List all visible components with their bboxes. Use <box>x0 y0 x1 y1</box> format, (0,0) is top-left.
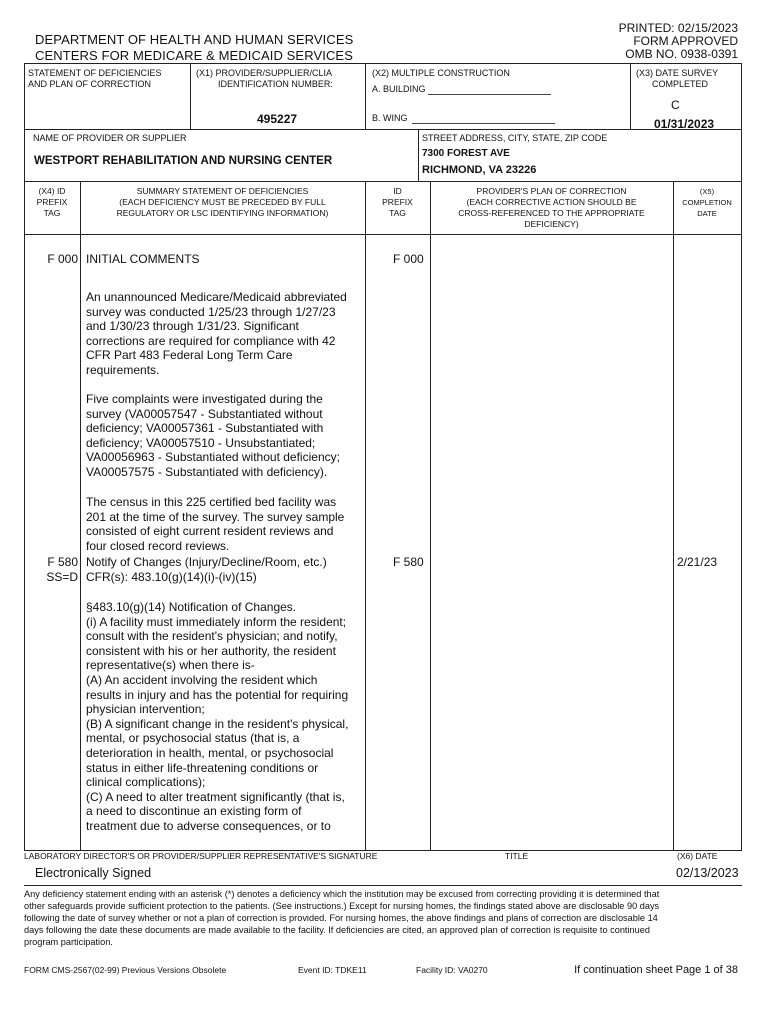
city-state-zip: RICHMOND, VA 23226 <box>422 164 537 176</box>
f580-id-tag: F 580 <box>393 555 424 569</box>
plan-header-line: (EACH CORRECTIVE ACTION SHOULD BE <box>466 197 637 207</box>
plan-header-line: PROVIDER'S PLAN OF CORRECTION <box>476 186 627 196</box>
page-number: If continuation sheet Page 1 of 38 <box>574 964 738 976</box>
x4-header-line: (X4) ID <box>38 186 66 196</box>
form-approved: FORM APPROVED <box>633 34 738 48</box>
statement-label-1: STATEMENT OF DEFICIENCIES <box>28 68 162 78</box>
department-title: DEPARTMENT OF HEALTH AND HUMAN SERVICES <box>35 32 354 47</box>
disclaimer: Any deficiency statement ending with an asterisk (*) denotes a deficiency which the institution may be excused from correcting providing it is determined that other safeguards provide sufficient protection to the patients. (See instructions.) Except for nursing homes, the findings stated above are disclosable 90 days following the date of survey whether or not a plan of correction is provided. For nursing homes, the above findings and plans of correction are disclosable 14 days following the date these documents are made available to the facility. If deficiencies are cited, an approved plan of correction is requisite to continued program participation. <box>24 889 660 947</box>
title-label: TITLE <box>505 851 529 861</box>
f000-title: INITIAL COMMENTS <box>86 252 200 266</box>
census-paragraph: The census in this 225 certified bed facility was 201 at the time of the survey. The survey sample consisted of eight current resident reviews and four closed record reviews. <box>86 495 345 553</box>
summary-header-line: (EACH DEFICIENCY MUST BE PRECEDED BY FULL <box>119 197 326 207</box>
x2-label: (X2) MULTIPLE CONSTRUCTION <box>372 68 510 78</box>
provider-name: WESTPORT REHABILITATION AND NURSING CENTER <box>34 155 333 167</box>
x1-label-2: IDENTIFICATION NUMBER: <box>218 79 333 89</box>
f580-severity: SS=D <box>46 570 78 584</box>
f580-prefix-tag: F 580 <box>47 555 78 569</box>
plan-header <box>430 186 673 230</box>
x1-label-1: (X1) PROVIDER/SUPPLIER/CLIA <box>196 68 333 78</box>
centers-title: CENTERS FOR MEDICARE & MEDICAID SERVICES <box>35 48 353 63</box>
provider-name-label: NAME OF PROVIDER OR SUPPLIER <box>33 133 187 143</box>
plan-header-line: CROSS-REFERENCED TO THE APPROPRIATE <box>458 208 645 218</box>
event-id: Event ID: TDKE11 <box>298 965 367 975</box>
signature-date: 02/13/2023 <box>676 866 739 880</box>
x4-header <box>24 186 80 219</box>
x5-header-line: COMPLETION <box>682 198 732 207</box>
id-header-line: PREFIX <box>382 197 413 207</box>
provider-number: 495227 <box>257 112 298 126</box>
statement-label-2: AND PLAN OF CORRECTION <box>28 79 152 89</box>
f000-id-tag: F 000 <box>393 252 424 266</box>
survey-date: 01/31/2023 <box>654 117 715 131</box>
x5-header <box>673 186 741 219</box>
x4-header-line: TAG <box>43 208 61 218</box>
f580-cfr: CFR(s): 483.10(g)(14)(i)-(iv)(15) <box>86 570 257 584</box>
f000-prefix-tag: F 000 <box>47 252 78 266</box>
summary-header <box>80 186 365 219</box>
survey-paragraph: An unannounced Medicare/Medicaid abbreviated survey was conducted 1/25/23 through 1/27/23 and 1/30/23 through 1/31/23. Significant corrections are required for compliance with 42 CFR Part 483 Federal Long Term Care requirements. <box>86 290 347 377</box>
signature-label: LABORATORY DIRECTOR'S OR PROVIDER/SUPPLIER REPRESENTATIVE'S SIGNATURE <box>24 851 378 861</box>
summary-header-line: REGULATORY OR LSC IDENTIFYING INFORMATION) <box>116 208 329 218</box>
form-number: FORM CMS-2567(02-99) Previous Versions Obsolete <box>24 965 227 975</box>
survey-code: C <box>671 98 680 112</box>
x5-header-line: DATE <box>697 209 717 218</box>
printed-date: PRINTED: 02/15/2023 <box>618 21 738 35</box>
x3-label-2: COMPLETED <box>652 79 709 89</box>
x4-header-line: PREFIX <box>36 197 68 207</box>
facility-id: Facility ID: VA0270 <box>416 965 488 975</box>
signature-date-label: (X6) DATE <box>677 851 718 861</box>
wing-label: B. WING <box>372 113 408 123</box>
f580-completion-date: 2/21/23 <box>677 555 718 569</box>
x3-label-1: (X3) DATE SURVEY <box>636 68 719 78</box>
street-address: 7300 FOREST AVE <box>422 148 510 159</box>
id-header-line: ID <box>393 186 402 196</box>
omb-number: OMB NO. 0938-0391 <box>625 47 738 61</box>
building-label: A. BUILDING <box>372 84 426 94</box>
plan-header-line: DEFICIENCY) <box>524 219 579 229</box>
x5-header-line: (X5) <box>699 187 715 196</box>
id-header <box>365 186 430 219</box>
f580-title: Notify of Changes (Injury/Decline/Room, etc.) <box>86 555 327 569</box>
regulation-text: §483.10(g)(14) Notification of Changes. (i) A facility must immediately inform the resident; consult with the resident's physician; and notify, consistent with his or her authority, the resident representative(s) when there is- (A) An accident involving the resident which results in injury and has the potential for requiring physician intervention; (B) A significant change in the resident's physical, mental, or psychosocial status (that is, a deterioration in health, mental, or psychosocial status in either life-threatening conditions or clinical complications); (C) A need to alter treatment significantly (that is, a need to discontinue an existing form of treatment due to adverse consequences, or to <box>86 600 349 833</box>
summary-header-line: SUMMARY STATEMENT OF DEFICIENCIES <box>136 186 309 196</box>
signature-value: Electronically Signed <box>35 866 152 880</box>
complaints-paragraph: Five complaints were investigated during the survey (VA00057547 - Substantiated without deficiency; VA00057361 - Substantiated with deficiency; VA00057510 - Unsubstantiated; VA00056963 - Substantiated without deficiency; VA00057575 - Substantiated with deficiency). <box>86 392 340 479</box>
id-header-line: TAG <box>389 208 406 218</box>
street-label: STREET ADDRESS, CITY, STATE, ZIP CODE <box>422 133 608 143</box>
